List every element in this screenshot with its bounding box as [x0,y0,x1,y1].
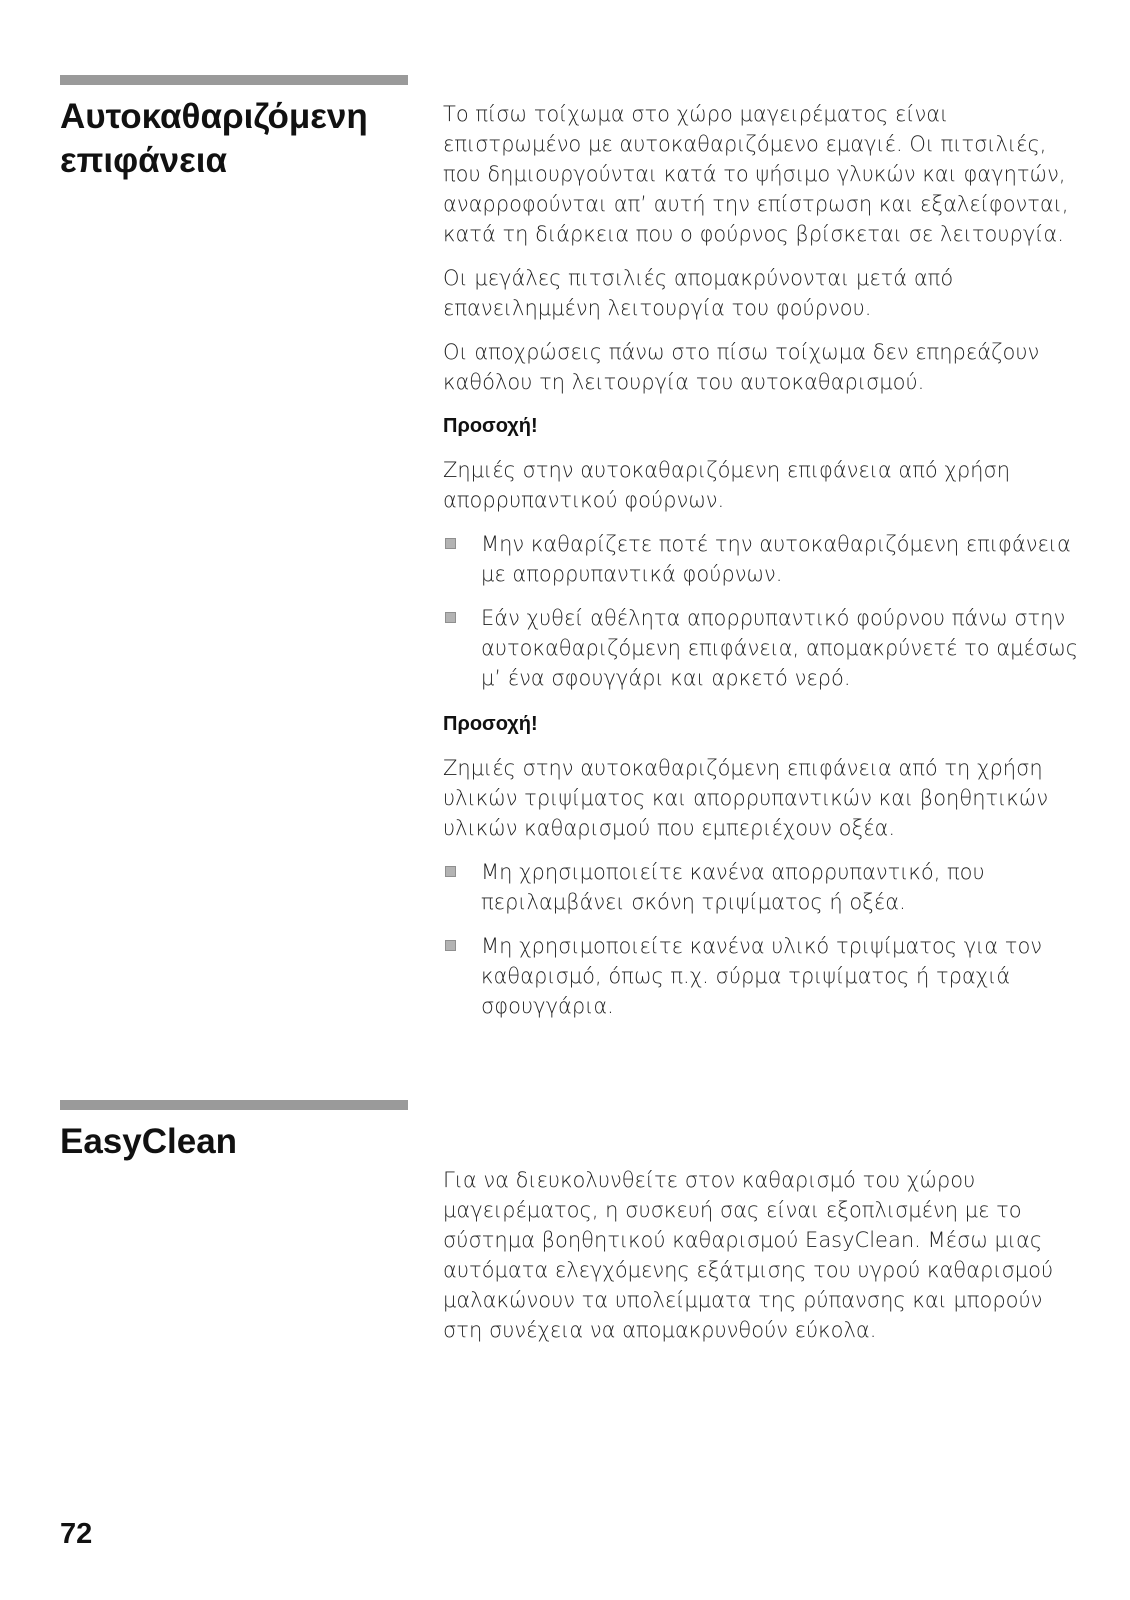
caution-text: Ζημιές στην αυτοκαθαριζόμενη επιφάνεια από τη χρήση υλικών τριψίματος και απορρυπαντικών και βοηθητικών υλικών καθαρισμού που εμπεριέχουν οξέα. [443,756,1049,840]
paragraph: Οι μεγάλες πιτσιλιές απομακρύνονται μετά από επανειλημμένη λειτουργία του φούρνου. [443,266,954,320]
paragraph: Για να διευκολυνθείτε στον καθαρισμό του χώρου μαγειρέματος, η συσκευή σας είναι εξοπλισμένη με το σύστημα βοηθητικού καθαρισμού EasyClean. Μέσω μιας αυτόματα ελεγχόμενης εξάτμισης του υγρού καθαρισμού μαλακώνουν τα υπολείμματα της ρύπανσης και μπορούν στη συνέχεια να απομακρυνθούν εύκολα. [443,1168,1054,1342]
list-item [443,931,1083,1021]
content-easyclean [443,1165,1083,1359]
caution-text: Ζημιές στην αυτοκαθαριζόμενη επιφάνεια από χρήση απορρυπαντικού φούρνων. [443,458,1011,512]
heading-easyclean: EasyClean [60,1122,238,1161]
section-divider-self-cleaning [60,75,408,85]
square-bullet-icon [445,538,456,549]
square-bullet-icon [445,612,456,623]
paragraph: Οι αποχρώσεις πάνω στο πίσω τοίχωμα δεν επηρεάζουν καθόλου τη λειτουργία του αυτοκαθαρισμού. [443,340,1040,394]
square-bullet-icon [445,940,456,951]
list-item [443,857,1083,917]
page-number: 72 [60,1518,93,1550]
caution-list [443,857,1083,1021]
list-item-text: Μην καθαρίζετε ποτέ την αυτοκαθαριζόμενη επιφάνεια με απορρυπαντικά φούρνων. [481,532,1071,586]
list-item-text: Μη χρησιμοποιείτε κανένα υλικό τριψίματος για τον καθαρισμό, όπως π.χ. σύρμα τριψίματος ή τραχιά σφουγγάρια. [481,934,1043,1018]
caution-label: Προσοχή! [443,415,538,437]
list-item-text: Μη χρησιμοποιείτε κανένα απορρυπαντικό, που περιλαμβάνει σκόνη τριψίματος ή οξέα. [481,860,985,914]
caution-list [443,529,1083,693]
paragraph: Το πίσω τοίχωμα στο χώρο μαγειρέματος είναι επιστρωμένο με αυτοκαθαριζόμενο εμαγιέ. Οι πιτσιλιές, που δημιουργούνται κατά το ψήσιμο γλυκών και φαγητών, αναρροφούνται απ’ αυτή την επίστρωση και εξαλείφονται, κατά τη διάρκεια που ο φούρνος βρίσκεται σε λειτουργία. [443,102,1069,246]
content-self-cleaning [443,99,1083,1037]
caution-label: Προσοχή! [443,713,538,735]
list-item [443,603,1083,693]
list-item-text: Εάν χυθεί αθέλητα απορρυπαντικό φούρνου πάνω στην αυτοκαθαριζόμενη επιφάνεια, απομακρύνετέ το αμέσως μ’ ένα σφουγγάρι και αρκετό νερό. [481,606,1079,690]
section-divider-easyclean [60,1100,408,1110]
square-bullet-icon [445,866,456,877]
list-item [443,529,1083,589]
heading-self-cleaning-surface: Αυτοκαθαριζόμενη επιφάνεια [60,97,368,180]
